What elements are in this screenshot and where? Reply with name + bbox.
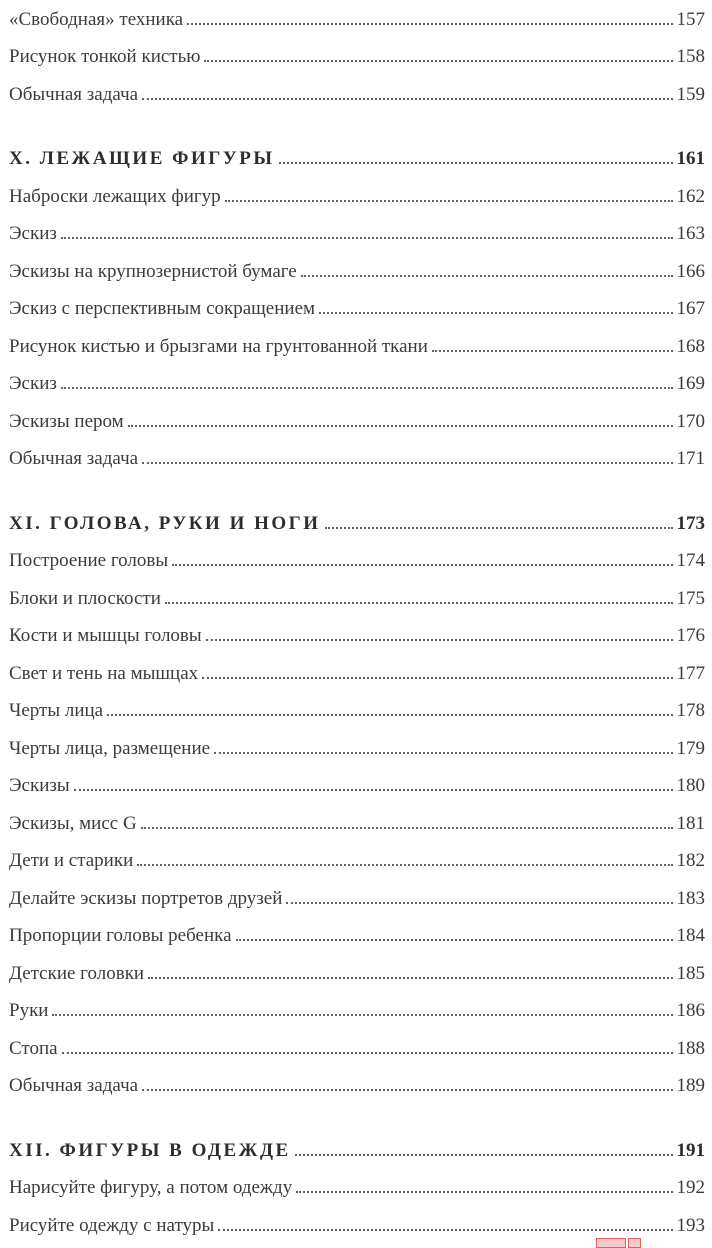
toc-entry-title: Эскиз <box>9 223 57 245</box>
toc-heading-title: XI. ГОЛОВА, РУКИ И НОГИ <box>9 512 321 534</box>
toc-entry-title: Черты лица, размещение <box>9 737 211 759</box>
toc-heading-row <box>9 505 705 543</box>
dot-leader <box>236 939 673 941</box>
toc-entry-title: Руки <box>9 1000 49 1022</box>
page-number: 183 <box>676 887 705 909</box>
page-number: 166 <box>676 260 705 282</box>
toc-entry-title: Эскизы <box>9 775 70 797</box>
page-number: 157 <box>676 8 705 30</box>
toc-entry-title: Стопа <box>9 1037 58 1059</box>
dot-leader <box>128 425 673 427</box>
toc-entry-title: Дети и старики <box>9 850 134 872</box>
page-number: 181 <box>676 812 705 834</box>
page-number: 158 <box>676 46 705 68</box>
toc-entry-row <box>9 655 705 693</box>
dot-leader <box>319 312 672 314</box>
dot-leader <box>325 527 673 529</box>
page-number: 188 <box>676 1037 705 1059</box>
dot-leader <box>148 977 672 979</box>
toc-entry-row <box>9 441 705 479</box>
dot-leader <box>107 714 672 716</box>
dot-leader <box>279 162 673 164</box>
dot-leader <box>52 1014 672 1016</box>
toc-entry-row <box>9 328 705 366</box>
page-number: 180 <box>676 775 705 797</box>
toc-entry-row <box>9 216 705 254</box>
toc-entry-title: Делайте эскизы портретов друзей <box>9 887 283 909</box>
toc-entry-title: Эскизы на крупнозернистой бумаге <box>9 260 297 282</box>
dot-leader <box>137 864 672 866</box>
page-number: 186 <box>676 1000 705 1022</box>
toc-entry-title: Эскизы пером <box>9 410 124 432</box>
page-number: 170 <box>676 410 705 432</box>
page-number: 191 <box>676 1139 705 1161</box>
toc-entry-row <box>9 768 705 806</box>
dot-leader <box>142 462 672 464</box>
dot-leader <box>142 1089 672 1091</box>
toc-entry-row <box>9 1030 705 1068</box>
toc-entry-row <box>9 76 705 114</box>
dot-leader <box>214 752 672 754</box>
dot-leader <box>172 564 672 566</box>
dot-leader <box>432 350 673 352</box>
page-number: 193 <box>676 1214 705 1236</box>
toc-entry-row <box>9 1170 705 1208</box>
dot-leader <box>218 1229 672 1231</box>
dot-leader <box>142 98 672 100</box>
dot-leader <box>206 639 673 641</box>
toc-entry-row <box>9 955 705 993</box>
page-number: 169 <box>676 373 705 395</box>
page-number: 171 <box>676 448 705 470</box>
toc-entry-row <box>9 993 705 1031</box>
toc-entry-row <box>9 291 705 329</box>
dot-leader <box>61 237 673 239</box>
toc-heading-title: XII. ФИГУРЫ В ОДЕЖДЕ <box>9 1139 291 1161</box>
toc-entry-title: Эскизы, мисс G <box>9 812 137 834</box>
toc-entry-title: Пропорции головы ребенка <box>9 925 232 947</box>
page-number: 189 <box>676 1075 705 1097</box>
toc-entry-title: Блоки и плоскости <box>9 587 161 609</box>
toc-heading-row <box>9 1132 705 1170</box>
page-number: 168 <box>676 335 705 357</box>
highlight-marker-right <box>628 1238 641 1248</box>
toc-entry-row <box>9 918 705 956</box>
toc-entry-row <box>9 253 705 291</box>
toc-entry-title: Обычная задача <box>9 83 139 105</box>
toc-entry-title: Рисунок кистью и брызгами на грунтованной ткани <box>9 335 428 357</box>
toc-entry-title: Детские головки <box>9 962 145 984</box>
toc-entry-title: Рисуйте одежду с натуры <box>9 1214 215 1236</box>
toc-entry-title: Рисунок тонкой кистью <box>9 46 201 68</box>
toc-entry-title: Кости и мышцы головы <box>9 625 202 647</box>
toc-heading-row <box>9 141 705 179</box>
dot-leader <box>295 1154 673 1156</box>
dot-leader <box>141 827 673 829</box>
toc-entry-row <box>9 618 705 656</box>
toc-entry-title: «Свободная» техника <box>9 8 184 30</box>
highlight-marker-left <box>596 1238 626 1248</box>
toc-entry-row <box>9 805 705 843</box>
page-number: 182 <box>676 850 705 872</box>
page-number: 163 <box>676 223 705 245</box>
page-number: 192 <box>676 1177 705 1199</box>
dot-leader <box>301 275 673 277</box>
dot-leader <box>202 677 672 679</box>
dot-leader <box>204 60 672 62</box>
page-number: 185 <box>676 962 705 984</box>
toc-entry-row <box>9 1068 705 1106</box>
toc-section <box>9 141 705 479</box>
toc-entry-row <box>9 730 705 768</box>
toc-entry-title: Наброски лежащих фигур <box>9 185 221 207</box>
dot-leader <box>61 387 673 389</box>
toc-entry-row <box>9 580 705 618</box>
page-number: 159 <box>676 83 705 105</box>
toc-section <box>9 1132 705 1245</box>
page-number: 174 <box>676 550 705 572</box>
toc-entry-row <box>9 403 705 441</box>
page-number: 178 <box>676 700 705 722</box>
dot-leader <box>286 902 672 904</box>
page-number: 167 <box>676 298 705 320</box>
page-number: 176 <box>676 625 705 647</box>
page-number: 175 <box>676 587 705 609</box>
toc-entry-title: Эскиз с перспективным сокращением <box>9 298 316 320</box>
toc-entry-title: Построение головы <box>9 550 169 572</box>
dot-leader <box>74 789 673 791</box>
toc-entry-row <box>9 39 705 77</box>
toc-entry-title: Черты лица <box>9 700 104 722</box>
toc-section <box>9 505 705 1105</box>
toc-entry-row <box>9 1 705 39</box>
dot-leader <box>296 1191 672 1193</box>
page-number: 177 <box>676 662 705 684</box>
toc-entry-title: Нарисуйте фигуру, а потом одежду <box>9 1177 293 1199</box>
toc-entry-row <box>9 178 705 216</box>
toc-entry-row <box>9 543 705 581</box>
toc-entry-row <box>9 693 705 731</box>
toc-heading-title: X. ЛЕЖАЩИЕ ФИГУРЫ <box>9 148 275 170</box>
toc-entry-row <box>9 843 705 881</box>
toc-section <box>9 1 705 114</box>
dot-leader <box>187 23 672 25</box>
page-number: 173 <box>676 512 705 534</box>
toc-entry-row <box>9 366 705 404</box>
toc-entry-title: Свет и тень на мышцах <box>9 662 199 684</box>
toc-entry-title: Обычная задача <box>9 1075 139 1097</box>
dot-leader <box>165 602 673 604</box>
page-number: 161 <box>676 148 705 170</box>
page-number: 162 <box>676 185 705 207</box>
page-number: 184 <box>676 925 705 947</box>
dot-leader <box>225 200 673 202</box>
toc-entry-title: Эскиз <box>9 373 57 395</box>
dot-leader <box>62 1052 673 1054</box>
toc-list <box>9 1 705 1245</box>
page-number: 179 <box>676 737 705 759</box>
toc-entry-row <box>9 880 705 918</box>
toc-entry-title: Обычная задача <box>9 448 139 470</box>
